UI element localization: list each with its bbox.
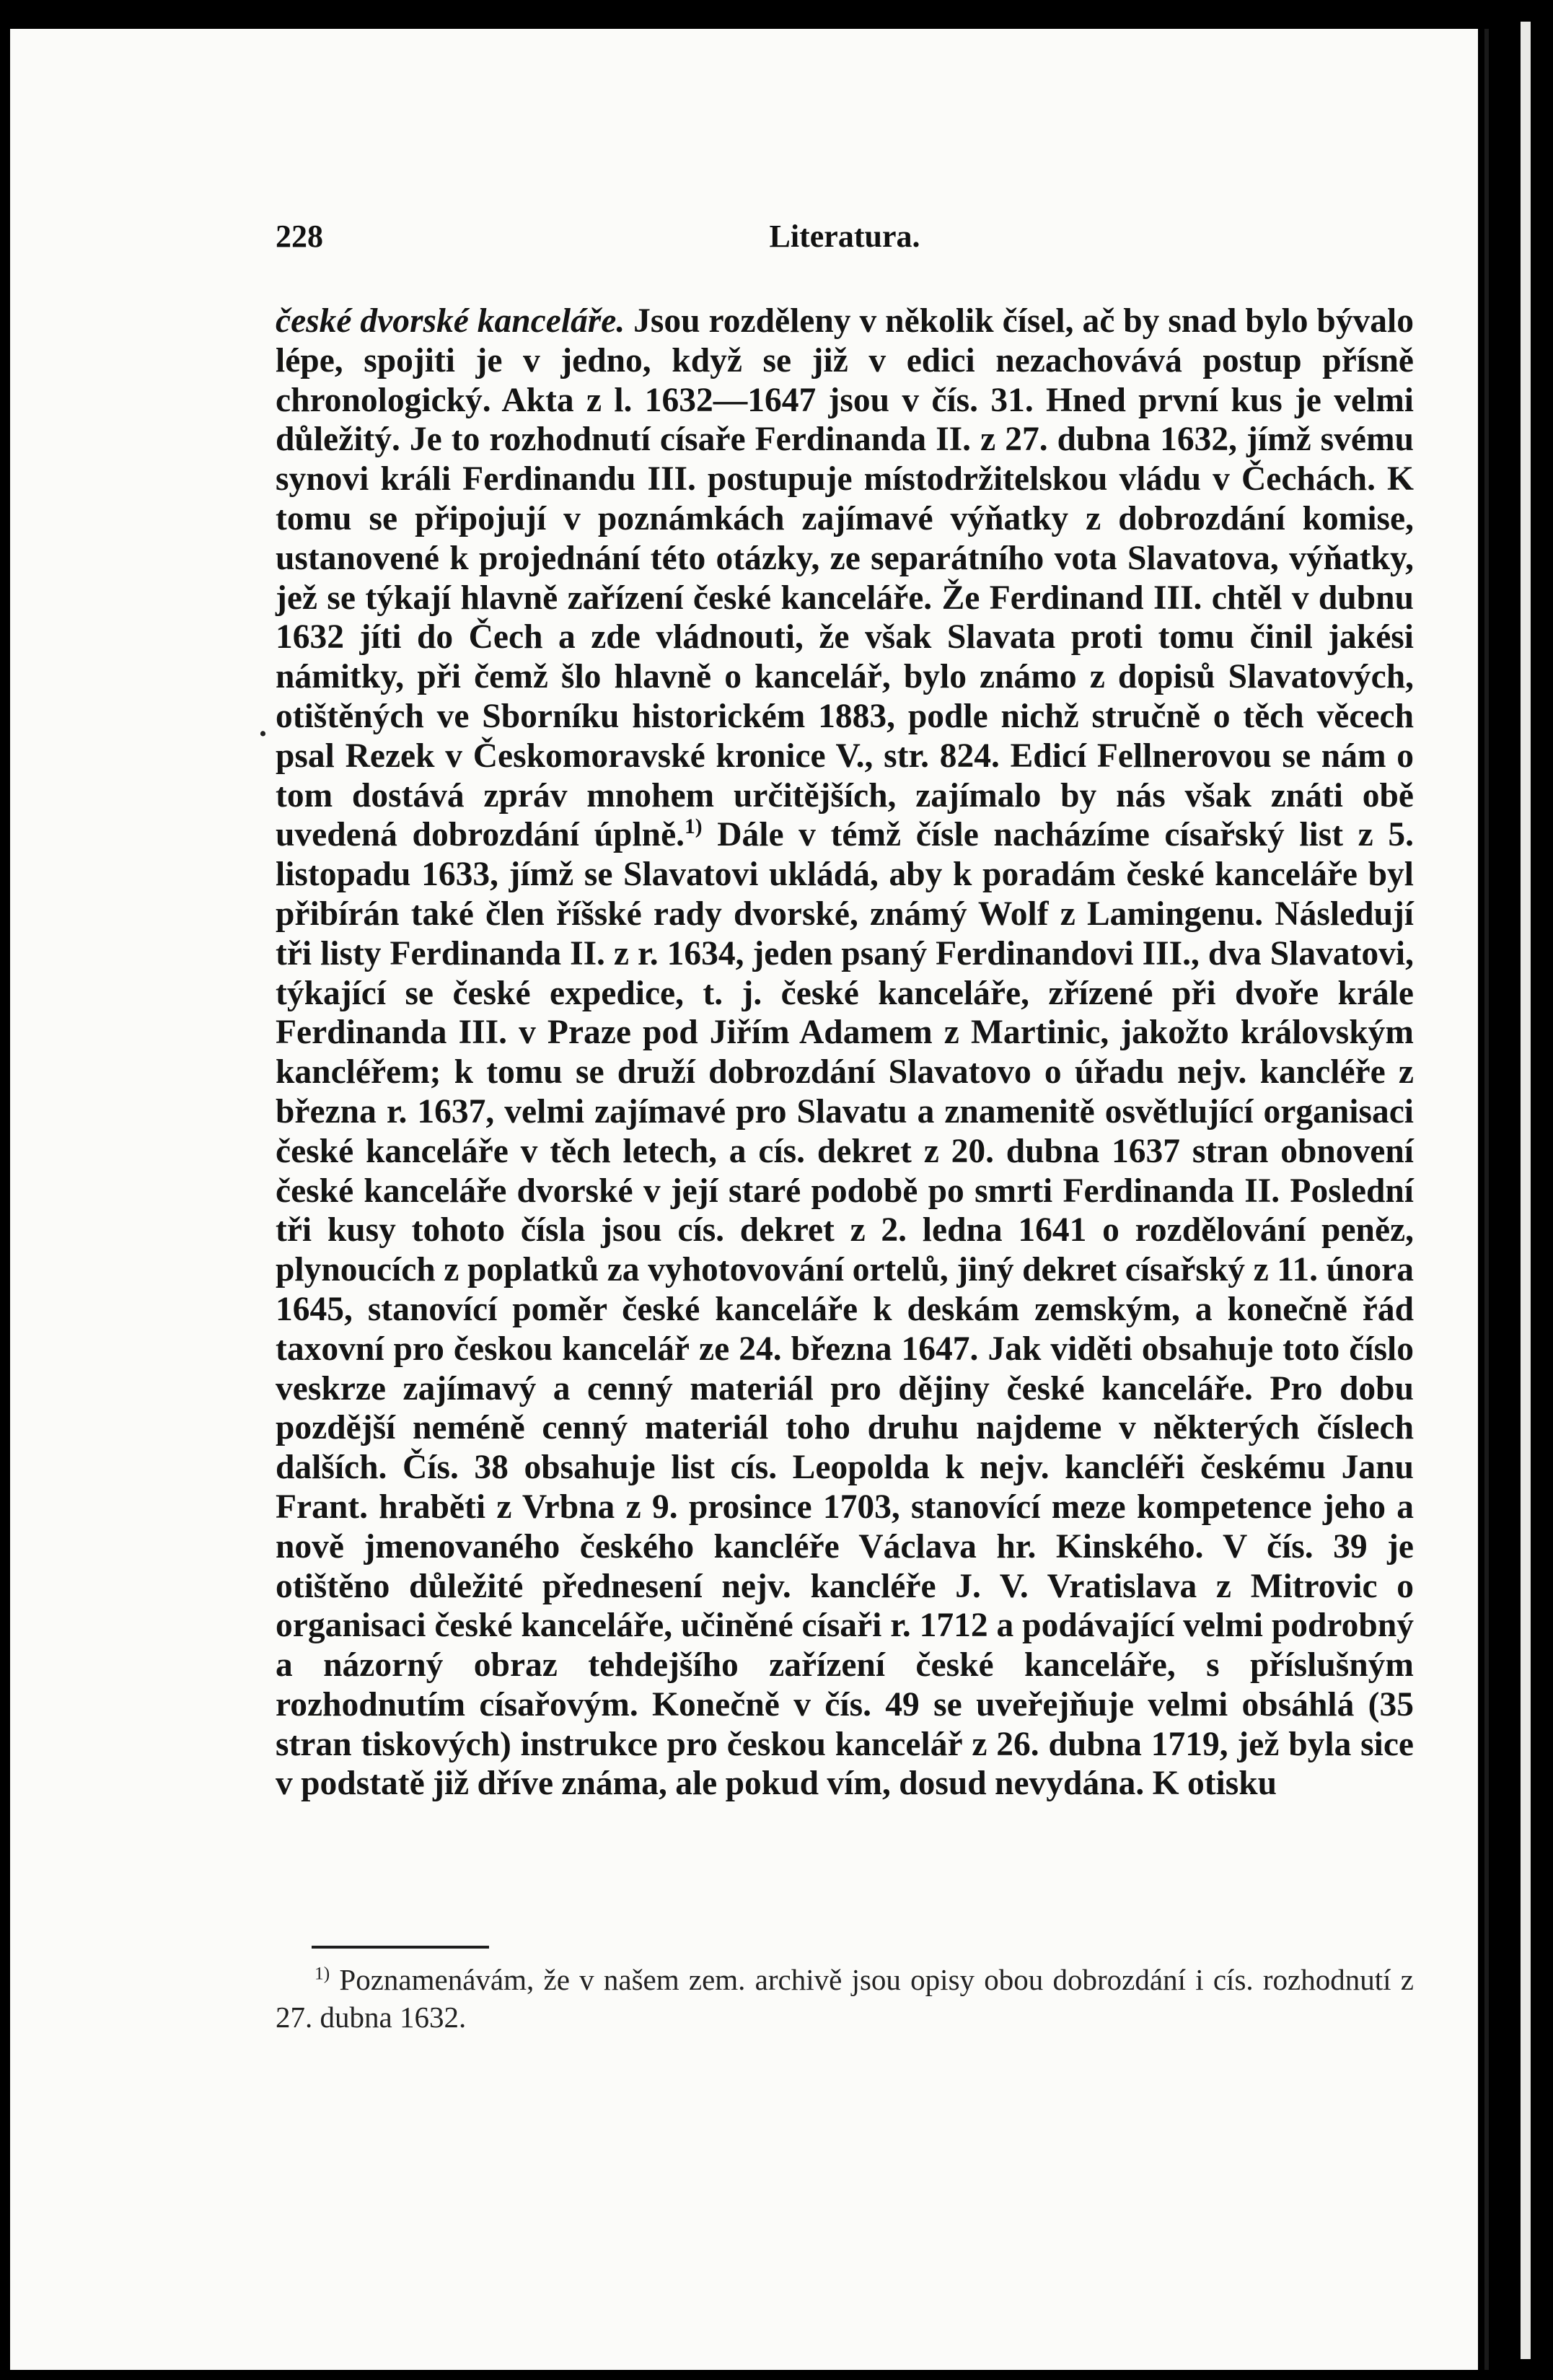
stray-print-dot: . <box>259 708 267 743</box>
body-text-part-1: Jsou rozděleny v několik čísel, ač by snad bylo bývalo lépe, spojiti je v jedno, když se již v edici nezachovává postup přísně chronologický. Akta z l. 1632—1647 jsou v čís. 31. Hned první kus je velmi důležitý. Je to rozhodnutí císaře Ferdinanda II. z 27. dubna 1632, jímž svému synovi králi Ferdinandu III. postupuje místodržitelskou vládu v Čechách. K tomu se připojují v poznámkách zajímavé výňatky z dobrozdání komise, ustanovené k projednání této otázky, ze separátního vota Slavatova, výňatky, jež se týkají hlavně zařízení české kanceláře. Že Ferdinand III. chtěl v dubnu 1632 jíti do Čech a zde vládnouti, že však Slavata proti tomu činil jakési námitky, při čemž šlo hlavně o kancelář, bylo známo z dopisů Slavatových, otištěných ve Sborníku historickém 1883, podle nichž stručně o těch věcech psal Rezek v Českomoravské kronice V., str. 824. Edicí Fellnerovou se nám o tom dostává zpráv mnohem určitějších, zajímalo by nás však znáti obě uvedená dobrozdání úplně. <box>276 302 1415 854</box>
page-edge-shadow <box>1484 29 1489 2370</box>
page-edge-light <box>1521 22 1531 2359</box>
running-title: Literatura. <box>769 219 920 254</box>
footnote-text: Poznamenávám, že v našem zem. archivě jsou opisy obou dobrozdání i cís. rozhodnutí z 27. dubna 1632. <box>276 1963 1414 2034</box>
page-number: 228 <box>276 219 323 254</box>
body-text-part-2: Dále v témž čísle nacházíme císařský list z 5. listopadu 1633, jímž se Slavatovi ukládá, aby k poradám české kanceláře byl přibírán také člen říšské rady dvorské, známý Wolf z Lamingenu. Následují tři listy Ferdinanda II. z r. 1634, jeden psaný Ferdinandovi III., dva Slavatovi, týkající se české expedice, t. j. české kanceláře, zřízené při dvoře krále Ferdinanda III. v Praze pod Jiřím Adamem z Martinic, jakožto královským kancléřem; k tomu se druží dobrozdání Slavatovo o úřadu nejv. kancléře z března r. 1637, velmi zajímavé pro Slavatu a znamenitě osvětlující organisaci české kanceláře v těch letech, a cís. dekret z 20. dubna 1637 stran obnovení české kanceláře dvorské v její staré podobě po smrti Ferdinanda II. Poslední tři kusy tohoto čísla jsou cís. dekret z 2. ledna 1641 o rozdělování peněz, plynoucích z poplatků za vyhotovování ortelů, jiný dekret císařský z 11. února 1645, stanovící poměr české kanceláře k deskám zemským, a konečně řád taxovní pro českou kancelář ze 24. března 1647. Jak viděti obsahuje toto číslo veskrze zajímavý a cenný materiál pro dějiny české kanceláře. Pro dobu pozdější neméně cenný materiál toho druhu najdeme v některých číslech dalších. Čís. 38 obsahuje list cís. Leopolda k nejv. kancléři českému Janu Frant. hraběti z Vrbna z 9. prosince 1703, stanovící meze kompetence jeho a nově jmenovaného českého kancléře Václava hr. Kinského. V čís. 39 je otištěno důležité přednesení nejv. kancléře J. V. Vratislava z Mitrovic o organisaci české kanceláře, učiněné císaři r. 1712 a podávající velmi podrobný a názorný obraz tehdejšího zařízení české kanceláře, s příslušným rozhodnutím císařovým. Konečně v čís. 49 se uveřejňuje velmi obsáhlá (35 stran tiskových) instrukce pro českou kancelář z 26. dubna 1719, jež byla sice v podstatě již dříve známa, ale pokud vím, dosud nevydána. K otisku <box>276 816 1414 1803</box>
footnote-rule <box>312 1946 489 1949</box>
lead-italic: české dvorské kanceláře. <box>276 302 625 340</box>
footnote-reference: 1) <box>685 815 703 839</box>
page-header <box>276 218 1414 268</box>
footnote-marker: 1) <box>314 1963 330 1984</box>
body-paragraph <box>276 302 1414 1804</box>
footnote <box>276 1961 1414 2036</box>
